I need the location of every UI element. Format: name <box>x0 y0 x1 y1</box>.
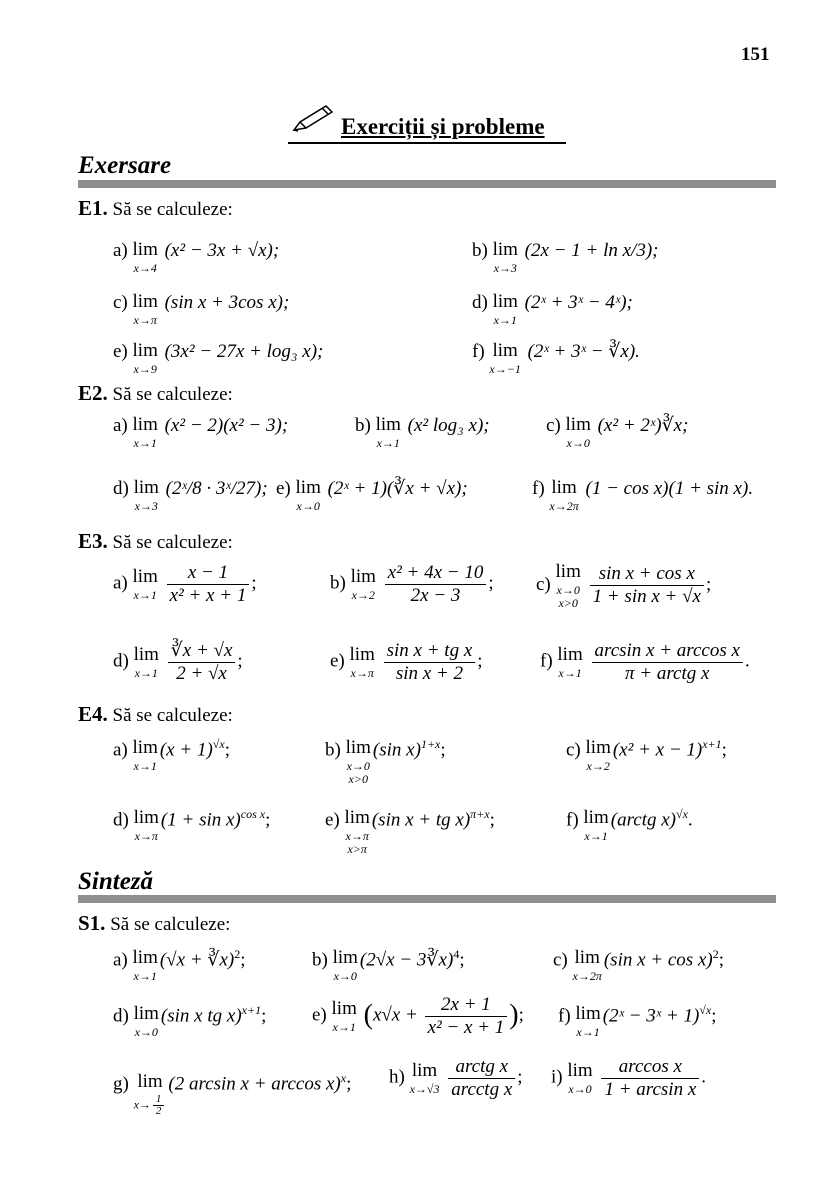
s1-item-f: f) lim x→1 (2ˣ − 3ˣ + 1)$^{√x}$; <box>558 1003 717 1039</box>
exercise-prompt: Să se calculeze: <box>112 199 233 220</box>
section-title-exersare: Exersare <box>78 152 172 179</box>
e4-item-c: c) lim x→2 $(x^2 + x - 1)^{x+1}$; <box>566 737 727 773</box>
e4-item-e: e) lim x→π x>π (sin x + tg x)$^{\pi+x}$; <box>325 807 495 856</box>
s1-item-e: e) lim x→1 (x√x + $\frac{2x + 1}{\text{x² − x + 1}}$ ); <box>312 994 524 1038</box>
s1-item-i: i) lim x→0 $\frac{\text{arccos x}}{\text{1 + arcsin x}}$ . <box>551 1056 707 1100</box>
section-divider <box>78 180 776 188</box>
section-title-sinteza: Sinteză <box>78 868 154 895</box>
e3-item-a: a) lim x→1 $\frac{x - 1}{\text{x² + x + 1}}$ ; <box>113 562 257 606</box>
e2-item-a: a) lim x→1 (x² − 2)(x² − 3); <box>113 414 289 450</box>
exercise-header-e3 <box>78 529 233 554</box>
e4-item-a: a) lim x→1 $(x + 1)^{√x}$; <box>113 737 230 773</box>
e3-item-f: f) lim x→1 $\frac{\text{arcsin x + arccos x}}{\text{π + arctg x}}$ . <box>540 640 750 684</box>
e2-item-b: b) lim x→1 (x² log₃ x); <box>355 414 490 450</box>
e1-item-e: e) lim x→9 (3x² − 27x + log₃ x); <box>113 340 324 376</box>
s1-item-c: c) lim x→2π (sin x + cos x)$^2$; <box>553 947 724 983</box>
exercise-prompt: Să se calculeze: <box>112 705 233 726</box>
exercise-label: E2. <box>78 381 108 405</box>
e4-item-d: d) lim x→π $(1 + \sin x)^{cos x}$; <box>113 807 271 843</box>
exercise-prompt: Să se calculeze: <box>112 384 233 405</box>
exercise-header-e1 <box>78 196 233 221</box>
exercise-header-e2 <box>78 381 233 406</box>
s1-item-a: a) lim x→1 (√x + ∛x)$^2$; <box>113 947 246 983</box>
exercise-header-e4 <box>78 702 233 727</box>
exercise-prompt: Să se calculeze: <box>110 914 231 935</box>
e1-item-b: b) lim x→3 (2x − 1 + ln x/3); <box>472 239 659 275</box>
page-number: 151 <box>741 44 770 65</box>
e3-item-d: d) lim x→1 $\frac{∛x + √x}{2 + √x}$ ; <box>113 640 243 684</box>
e2-item-c: c) lim x→0 (x² + 2ˣ)∛x; <box>546 414 689 450</box>
exercise-prompt: Să se calculeze: <box>112 532 233 553</box>
s1-item-h: h) lim x→√3 $\frac{\text{arctg x}}{\text{arcctg x}}$ ; <box>389 1056 523 1100</box>
e1-item-c: c) lim x→π (sin x + 3cos x); <box>113 291 290 327</box>
s1-item-g: g) lim x→ $\frac{1}{2}$ (2 arcsin x + arccos x)$^x$; <box>113 1071 352 1117</box>
s1-item-d: d) lim x→0 (sin x tg x)$^{x+1}$; <box>113 1003 267 1039</box>
exercise-label: E3. <box>78 529 108 553</box>
e4-item-b: b) lim x→0 x>0 (sin x)$^{1+x}$; <box>325 737 446 786</box>
e3-item-e: e) lim x→π $\frac{\text{sin x + tg x}}{\text{sin x + 2}}$ ; <box>330 640 483 684</box>
e3-item-b: b) lim x→2 $\frac{\text{x² + 4x − 10}}{2x - 3}$ ; <box>330 562 494 606</box>
e2-item-d: d) lim x→3 (2ˣ/8 · 3ˣ/27); <box>113 477 268 513</box>
e2-item-e: e) lim x→0 (2ˣ + 1)(∛x + √x); <box>276 477 468 513</box>
e1-item-a: a) lim x→4 (x² − 3x + √x); <box>113 239 280 275</box>
exercise-label: S1. <box>78 911 106 935</box>
section-divider <box>78 895 776 903</box>
e1-item-d: d) lim x→1 (2ˣ + 3ˣ − 4ˣ); <box>472 291 633 327</box>
e2-item-f: f) lim x→2π (1 − cos x)(1 + sin x). <box>532 477 754 513</box>
pencil-icon <box>288 102 336 141</box>
s1-item-b: b) lim x→0 (2√x − 3∛x)$^4$; <box>312 947 465 983</box>
title-underline <box>288 142 566 144</box>
e3-item-c: c) lim x→0 x>0 $\frac{\text{sin x + cos x}}{\text{1 + sin x + √x}}$ ; <box>536 561 712 610</box>
e4-item-f: f) lim x→1 (arctg x)$^{√x}$. <box>566 807 693 843</box>
exercise-label: E4. <box>78 702 108 726</box>
page-title: Exerciții și probleme <box>341 114 545 139</box>
e1-item-f: f) lim x→−1 (2ˣ + 3ˣ − ∛x). <box>472 340 640 376</box>
exercise-label: E1. <box>78 196 108 220</box>
exercise-header-s1 <box>78 911 230 936</box>
